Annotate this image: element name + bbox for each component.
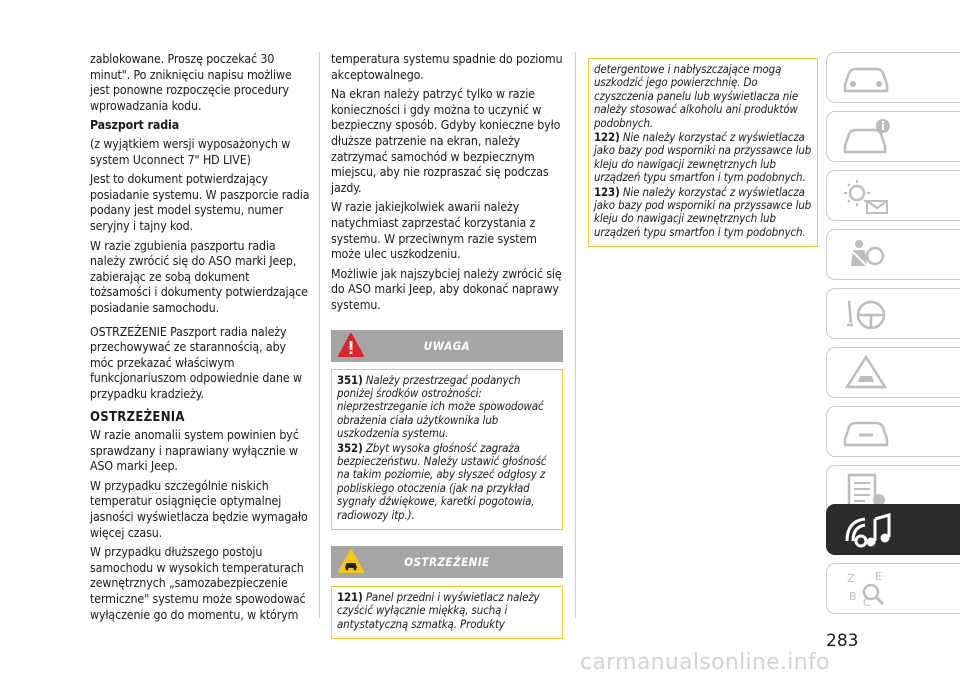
car-outline-icon	[841, 59, 891, 97]
ostrzezenie-box	[331, 586, 563, 639]
tab-emergency[interactable]	[826, 347, 960, 398]
paragraph: zablokowane. Proszę poczekać 30 minut". Po zniknięciu napisu możliwe jest ponowne rozpoczęcie procedury wprowadzania kodu.	[90, 52, 292, 113]
text-column-1	[90, 52, 312, 627]
car-info-icon	[841, 118, 891, 156]
tab-car-info[interactable]	[826, 111, 960, 162]
note-continuation: detergentowe i nabłyszczające mogą uszkodzić jego powierzchnię. Do czyszczenia panelu lub wyświetlacza nie należy stosować alkoholu ani produktów podobnych.	[594, 62, 799, 130]
page-number: 283	[826, 631, 859, 651]
watermark: carmanualsonline.info	[580, 650, 830, 675]
note-item: 352) Zbyt wysoka głośność zagraża bezpieczeństwu. Należy ustawić głośność na takim poziomie, aby słyszeć odgłosy z pobliskiego otoczenia (jak na przykład sygnały dźwiękowe, karetki pogotowia, radiowozy itp.).	[337, 440, 547, 522]
warning-lights-envelope-icon	[841, 177, 891, 215]
svg-text:B: B	[849, 590, 857, 603]
ostrzezenie-title: OSTRZEŻENIE	[404, 554, 490, 569]
text-column-2	[331, 52, 563, 639]
tab-multimedia[interactable]	[826, 504, 960, 555]
car-wrench-icon	[841, 413, 891, 451]
tab-instruments[interactable]	[826, 170, 960, 221]
text-column-3	[588, 58, 818, 247]
note-item: 122) Nie należy korzystać z wyświetlacza jako bazy pod wsporniki na przyssawce lub kleju do nawigacji zewnętrznych lub urządzeń typu smartfon i tym podobnych.	[594, 130, 812, 185]
paragraph: W razie zgubienia paszportu radia należy zwrócić się do ASO marki Jeep, zabierając ze sobą dokument tożsamości i dokumenty potwierdzające posiadanie samochodu.	[90, 238, 308, 315]
paragraph: Na ekran należy patrzyć tylko w razie konieczności i gdy można to uczynić w bezpieczny sposób. Gdyby konieczne było dłuższe patrzenie na ekran, należy zatrzymać samochód w bezpiecznym miejscu, aby nie rozpraszać się podczas jazdy.	[331, 87, 561, 195]
paragraph: temperatura systemu spadnie do poziomu akceptowalnego.	[331, 52, 563, 82]
paragraph: (z wyjątkiem wersji wyposażonych w system Uconnect 7" HD LIVE)	[90, 136, 291, 167]
paragraph: OSTRZEŻENIE Paszport radia należy przechowywać ze starannością, aby móc przekazać właściwym funkcjonariuszom odpowiednie dane w przypadku kradzieży.	[90, 324, 302, 401]
paragraph: W przypadku dłuższego postoju samochodu w wysokich temperaturach zewnętrznych „samozabezpieczenie termiczne" systemu może spowodować wyłączenie go do momentu, w którym	[90, 545, 306, 622]
svg-text:Z: Z	[847, 572, 855, 585]
column-divider	[319, 52, 320, 618]
uwaga-banner	[331, 330, 563, 362]
tab-maintenance[interactable]	[826, 406, 960, 457]
svg-text:C: C	[863, 596, 871, 608]
paragraph: Możliwie jak najszybciej należy zwrócić się do ASO marki Jeep, aby dokonać naprawy systemu.	[331, 266, 562, 312]
note-item: 121) Panel przedni i wyświetlacz należy czyścić wyłącznie miękką, suchą i antystatyczną szmatką. Produkty	[337, 589, 540, 631]
tab-car-overview[interactable]	[826, 52, 960, 103]
ostrzezenie-box-continued	[588, 58, 818, 247]
svg-text:E: E	[875, 570, 882, 583]
paragraph: W razie anomalii system powinien być sprawdzany i naprawiany wyłącznie w ASO marki Jeep.	[90, 428, 299, 474]
tab-safety[interactable]	[826, 229, 960, 280]
heading-ostrzezenia: OSTRZEŻENIA	[90, 410, 185, 426]
uwaga-box	[331, 369, 563, 530]
paragraph: W razie jakiejkolwiek awarii należy natychmiast zaprzestać korzystania z systemu. W przeciwnym razie system może ulec uszkodzeniu.	[331, 200, 537, 262]
paragraph: W przypadku szczególnie niskich temperatur osiągnięcie optymalnej jasności wyświetlacza będzie wymagało więcej czasu.	[90, 478, 308, 540]
paragraph: Jest to dokument potwierdzający posiadanie systemu. W paszporcie radia podany jest model systemu, numer seryjny i tajny kod.	[90, 172, 310, 233]
steering-wheel-icon	[841, 295, 891, 333]
tab-driving[interactable]	[826, 288, 960, 339]
warning-triangle-car-icon	[841, 354, 891, 392]
uwaga-title: UWAGA	[423, 338, 471, 353]
note-item: 351) Należy przestrzegać podanych poniżej środków ostrożności: nieprzestrzeganie ich może spowodować obrażenia ciała użytkownika lub uszkodzenia systemu.	[337, 372, 544, 441]
alphabetical-index-icon	[841, 570, 891, 608]
column-divider	[575, 52, 576, 618]
subheading-paszport-radia: Paszport radia	[90, 118, 180, 133]
tab-index[interactable]	[826, 563, 960, 614]
multimedia-icon	[841, 511, 897, 555]
ostrzezenie-banner	[331, 546, 563, 578]
seatbelt-airbag-icon	[841, 236, 891, 274]
note-item: 123) Nie należy korzystać z wyświetlacza jako bazy pod wsporniki na przyssawce lub kleju do nawigacji zewnętrznych lub urządzeń typu smartfon i tym podobnych.	[594, 184, 812, 239]
